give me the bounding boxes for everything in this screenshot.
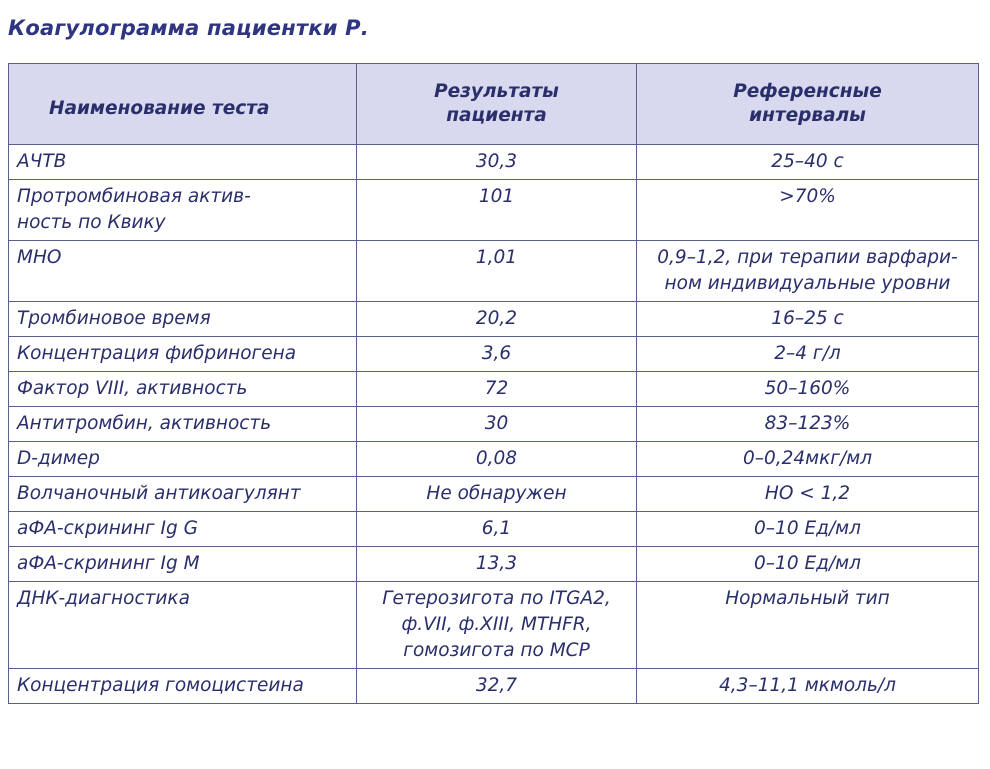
test-name-text: Концентрация фибриногена [17, 343, 297, 364]
test-name-cell [9, 241, 357, 302]
reference-interval-text: 0–10 Ед/мл [754, 553, 861, 574]
table-row [9, 337, 979, 372]
header-row [9, 64, 979, 145]
patient-result-cell [357, 547, 637, 582]
table-row [9, 145, 979, 180]
reference-interval-cell [637, 442, 979, 477]
reference-interval-text: 2–4 г/л [774, 343, 841, 364]
patient-result-text: 30 [484, 413, 509, 434]
patient-result-cell [357, 337, 637, 372]
patient-result-cell [357, 372, 637, 407]
reference-interval-cell [637, 145, 979, 180]
reference-interval-text: 4,3–11,1 мкмоль/л [719, 675, 896, 696]
reference-interval-text: 0,9–1,2, при терапии варфари- [657, 247, 958, 268]
test-name-text: D-димер [17, 448, 100, 469]
table-row [9, 477, 979, 512]
table-row [9, 512, 979, 547]
test-name-cell [9, 442, 357, 477]
patient-result-cell [357, 302, 637, 337]
patient-result-text: 20,2 [475, 308, 518, 329]
test-name-text: аФА-скрининг Ig G [17, 518, 198, 539]
header-test-name: Наименование теста [9, 64, 357, 145]
patient-result-text: Гетерозигота по ITGA2, [382, 588, 611, 609]
patient-result-text: 3,6 [481, 343, 512, 364]
reference-interval-cell [637, 337, 979, 372]
patient-result-text: 30,3 [475, 151, 518, 172]
header-patient-results-line-2: пациента [446, 105, 547, 126]
test-name-text: Антитромбин, активность [17, 413, 272, 434]
table-row [9, 372, 979, 407]
test-name-text: ДНК-диагностика [17, 588, 190, 609]
reference-interval-text: >70% [779, 186, 836, 207]
patient-result-cell [357, 669, 637, 704]
test-name-text: аФА-скрининг Ig M [17, 553, 200, 574]
patient-result-cell [357, 145, 637, 180]
test-name-text: ность по Квику [17, 212, 166, 233]
test-name-cell [9, 512, 357, 547]
patient-result-text: 13,3 [475, 553, 518, 574]
reference-interval-text: ном индивидуальные уровни [664, 273, 951, 294]
table-row [9, 302, 979, 337]
header-reference-intervals-line-2: интервалы [749, 105, 866, 126]
header-reference-intervals-line-1: Референсные [733, 81, 882, 102]
reference-interval-cell [637, 669, 979, 704]
reference-interval-text: 0–10 Ед/мл [754, 518, 861, 539]
reference-interval-text: 83–123% [764, 413, 851, 434]
reference-interval-text: 0–0,24мкг/мл [742, 448, 873, 469]
table-row [9, 442, 979, 477]
patient-result-cell [357, 180, 637, 241]
patient-result-cell [357, 582, 637, 669]
test-name-text: Концентрация гомоцистеина [17, 675, 304, 696]
patient-result-text: 72 [484, 378, 509, 399]
table-row [9, 180, 979, 241]
patient-result-cell [357, 512, 637, 547]
reference-interval-cell [637, 477, 979, 512]
reference-interval-cell [637, 372, 979, 407]
table-row [9, 669, 979, 704]
test-name-cell [9, 372, 357, 407]
patient-result-text: ф.VII, ф.XIII, MTHFR, [401, 614, 592, 635]
table-row [9, 582, 979, 669]
patient-result-text: Не обнаружен [426, 483, 567, 504]
patient-result-text: 32,7 [475, 675, 518, 696]
test-name-text: Протромбиновая актив- [17, 186, 251, 207]
reference-interval-cell [637, 180, 979, 241]
test-name-text: МНО [17, 247, 62, 268]
header-patient-results [357, 64, 637, 145]
test-name-cell [9, 582, 357, 669]
table-row [9, 547, 979, 582]
table-row [9, 241, 979, 302]
test-name-cell [9, 180, 357, 241]
patient-result-text: гомозигота по МСР [403, 640, 590, 661]
patient-result-text: 0,08 [475, 448, 518, 469]
header-reference-intervals [637, 64, 979, 145]
patient-result-text: 101 [478, 186, 515, 207]
reference-interval-cell [637, 582, 979, 669]
table-header [9, 64, 979, 145]
reference-interval-text: НО < 1,2 [764, 483, 851, 504]
patient-result-text: 1,01 [475, 247, 518, 268]
reference-interval-text: Нормальный тип [725, 588, 890, 609]
test-name-cell [9, 547, 357, 582]
reference-interval-cell [637, 407, 979, 442]
test-name-text: Фактор VIII, активность [17, 378, 248, 399]
reference-interval-cell [637, 512, 979, 547]
reference-interval-cell [637, 547, 979, 582]
test-name-text: Тромбиновое время [17, 308, 211, 329]
table-row [9, 407, 979, 442]
patient-result-cell [357, 241, 637, 302]
test-name-cell [9, 337, 357, 372]
test-name-text: АЧТВ [17, 151, 67, 172]
reference-interval-text: 50–160% [764, 378, 851, 399]
test-name-cell [9, 477, 357, 512]
test-name-cell [9, 407, 357, 442]
test-name-cell [9, 669, 357, 704]
header-patient-results-line-1: Результаты [434, 81, 559, 102]
coagulogram-table [8, 63, 979, 704]
patient-result-cell [357, 442, 637, 477]
reference-interval-cell [637, 241, 979, 302]
patient-result-text: 6,1 [481, 518, 512, 539]
test-name-cell [9, 145, 357, 180]
reference-interval-text: 25–40 с [771, 151, 844, 172]
document-title: Коагулограмма пациентки Р. [8, 16, 369, 40]
table-body [9, 145, 979, 704]
test-name-text: Волчаночный антикоагулянт [17, 483, 301, 504]
patient-result-cell [357, 407, 637, 442]
reference-interval-text: 16–25 с [771, 308, 844, 329]
patient-result-cell [357, 477, 637, 512]
reference-interval-cell [637, 302, 979, 337]
test-name-cell [9, 302, 357, 337]
